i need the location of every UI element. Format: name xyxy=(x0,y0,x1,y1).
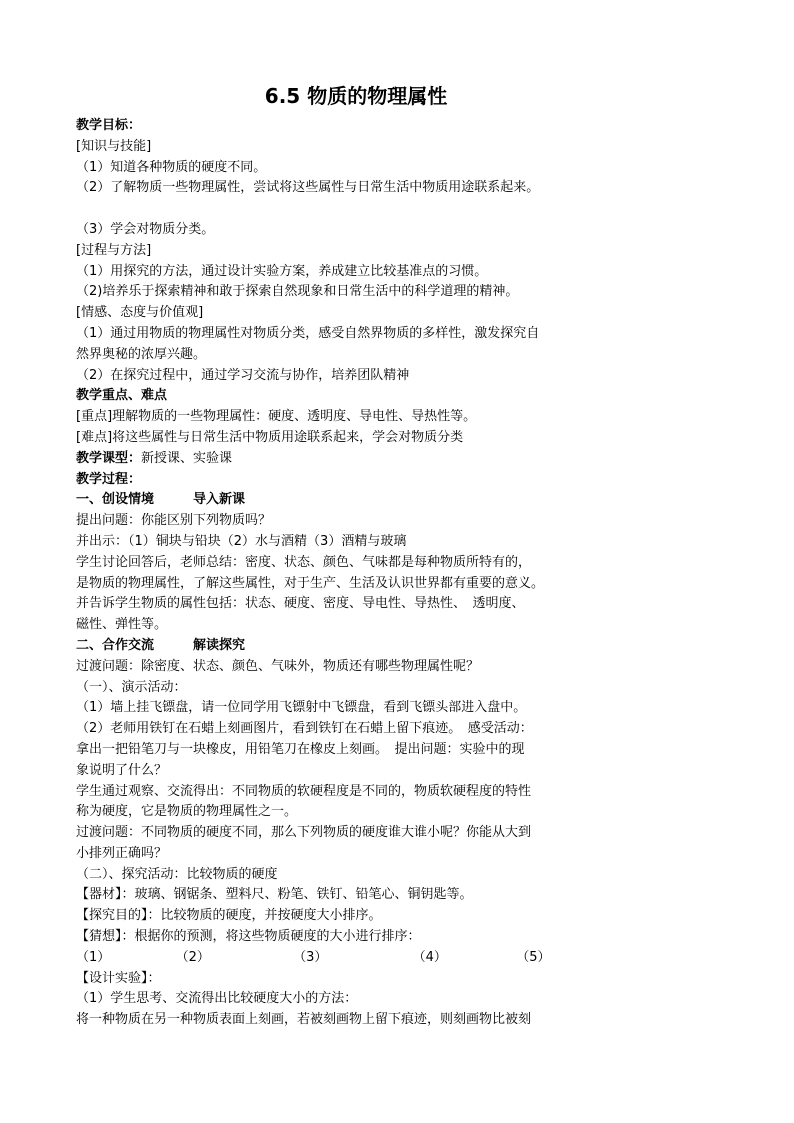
text-line xyxy=(76,823,576,844)
text-line xyxy=(76,303,576,324)
text-line xyxy=(76,1010,576,1031)
page-title: 6.5 物质的物理属性 xyxy=(264,84,448,108)
section-heading xyxy=(76,490,576,511)
text-line xyxy=(76,594,576,615)
text-line xyxy=(76,428,576,449)
line-text: （1）通过用物质的物理属性对物质分类，感受自然界物质的多样性，激发探究自 xyxy=(76,325,540,341)
text-line xyxy=(76,511,576,532)
line-text: （2)培养乐于探索精神和敢于探索自然现象和日常生活中的科学道理的精神。 xyxy=(76,284,519,300)
guess-item-1: （1） xyxy=(76,949,111,965)
text-line xyxy=(76,241,576,262)
text-line xyxy=(76,199,576,220)
line-text: （2）了解物质一些物理属性，尝试将这些属性与日常生活中物质用途联系起来。 xyxy=(76,180,540,196)
text-line xyxy=(76,178,576,199)
section-heading xyxy=(76,636,576,657)
line-text: 二、合作交流 解读探究 xyxy=(76,637,246,653)
text-line xyxy=(76,927,576,948)
section-heading xyxy=(76,470,576,491)
line-text: 并告诉学生物质的属性包括：状态、硬度、密度、导电性、导热性、 透明度、 xyxy=(76,596,525,612)
section-heading xyxy=(76,386,576,407)
line-text: [难点]将这些属性与日常生活中物质用途联系起来，学会对物质分类 xyxy=(76,429,464,445)
text-line xyxy=(76,282,576,303)
line-text: [重点]理解物质的一些物理属性：硬度、透明度、导电性、导热性等。 xyxy=(76,409,477,425)
text-line xyxy=(76,865,576,886)
guess-item-5: （5） xyxy=(516,949,551,965)
section-heading xyxy=(76,116,576,137)
text-line xyxy=(76,532,576,553)
text-line xyxy=(76,553,576,574)
text-line xyxy=(76,366,576,387)
text-line xyxy=(76,220,576,241)
text-line xyxy=(76,657,576,678)
line-text: 并出示：（1）铜块与铅块（2）水与酒精（3）酒精与玻璃 xyxy=(76,533,407,549)
line-text: （2）老师用铁钉在石蜡上刻画图片，看到铁钉在石蜡上留下痕迹。 感受活动： xyxy=(76,721,533,737)
text-line xyxy=(76,906,576,927)
guess-numbering-row xyxy=(76,948,576,969)
text-line xyxy=(76,262,576,283)
line-text: （3）学会对物质分类。 xyxy=(76,221,215,237)
text-line xyxy=(76,761,576,782)
line-text: （1）学生思考、交流得出比较硬度大小的方法： xyxy=(76,991,358,1007)
line-text: [知识与技能] xyxy=(76,138,152,154)
line-text: （1）用探究的方法，通过设计实验方案，养成建立比较基准点的习惯。 xyxy=(76,263,488,279)
text-line xyxy=(76,989,576,1010)
line-text: 象说明了什么？ xyxy=(76,762,168,778)
section-heading xyxy=(76,449,576,470)
text-line xyxy=(76,324,576,345)
line-text: 教学过程： xyxy=(76,471,142,487)
text-line xyxy=(76,719,576,740)
text-line xyxy=(76,698,576,719)
line-text: 称为硬度，它是物质的物理属性之一。 xyxy=(76,804,298,820)
line-text: 学生通过观察、交流得出：不同物质的软硬程度是不同的，物质软硬程度的特性 xyxy=(76,783,532,799)
line-text: 磁性、弹性等。 xyxy=(76,617,168,633)
line-text: 小排列正确吗？ xyxy=(76,845,168,861)
line-text: （1）知道各种物质的硬度不同。 xyxy=(76,159,267,175)
line-text: 【设计实验】： xyxy=(76,970,161,986)
line-text: 将一种物质在另一种物质表面上刻画，若被刻画物上留下痕迹，则刻画物比被刻 xyxy=(76,1012,532,1028)
line-text: 【器材】：玻璃、钢锯条、塑料尺、粉笔、铁钉、铅笔心、铜钥匙等。 xyxy=(76,887,473,903)
line-text-rest: 新授课、实验课 xyxy=(141,450,233,466)
guess-item-2: （2） xyxy=(175,949,210,965)
line-text: 一、创设情境 导入新课 xyxy=(76,492,246,508)
line-text: 提出问题：你能区别下列物质吗？ xyxy=(76,513,272,529)
document-body xyxy=(76,116,576,948)
line-text: 拿出一把铅笔刀与一块橡皮，用铅笔刀在橡皮上刻画。 提出问题：实验中的现 xyxy=(76,741,525,757)
line-text: 【探究目的】：比较物质的硬度，并按硬度大小排序。 xyxy=(76,908,382,924)
text-line xyxy=(76,969,576,990)
line-text: 过渡问题：不同物质的硬度不同，那么下列物质的硬度谁大谁小呢？你能从大到 xyxy=(76,825,532,841)
line-text: （二）、探究活动：比较物质的硬度 xyxy=(76,866,278,882)
line-text: 教学课型： xyxy=(76,450,142,466)
document-page xyxy=(76,80,576,1031)
line-text: 教学目标： xyxy=(76,118,142,133)
line-text: [过程与方法] xyxy=(76,242,152,258)
text-line xyxy=(76,740,576,761)
line-text: 教学重点、难点 xyxy=(76,388,168,404)
guess-item-3: （3） xyxy=(293,949,328,965)
text-line xyxy=(76,844,576,865)
line-text: （2）在探究过程中，通过学习交流与协作，培养团队精神 xyxy=(76,367,410,383)
text-line xyxy=(76,802,576,823)
text-line xyxy=(76,782,576,803)
line-text: （1）墙上挂飞镖盘，请一位同学用飞镖射中飞镖盘，看到飞镖头部进入盘中。 xyxy=(76,700,527,716)
text-line xyxy=(76,678,576,699)
line-text: 是物质的物理属性，了解这些属性，对于生产、生活及认识世界都有重要的意义。 xyxy=(76,575,545,591)
guess-item-4: （4） xyxy=(412,949,447,965)
text-line xyxy=(76,574,576,595)
text-line xyxy=(76,137,576,158)
line-text: 【猜想】：根据你的预测，将这些物质硬度的大小进行排序： xyxy=(76,929,421,945)
line-text: 学生讨论回答后，老师总结：密度、状态、颜色、气味都是每种物质所特有的， xyxy=(76,554,532,570)
line-text: 然界奥秘的浓厚兴趣。 xyxy=(76,346,207,362)
line-text: 过渡问题：除密度、状态、颜色、气味外，物质还有哪些物理属性呢？ xyxy=(76,658,480,674)
line-text: （一）、演示活动： xyxy=(76,679,187,695)
text-line xyxy=(76,158,576,179)
line-text: [情感、态度与价值观] xyxy=(76,305,204,321)
text-line xyxy=(76,885,576,906)
document-body-continued xyxy=(76,969,576,1031)
text-line xyxy=(76,345,576,366)
text-line xyxy=(76,407,576,428)
text-line xyxy=(76,615,576,636)
